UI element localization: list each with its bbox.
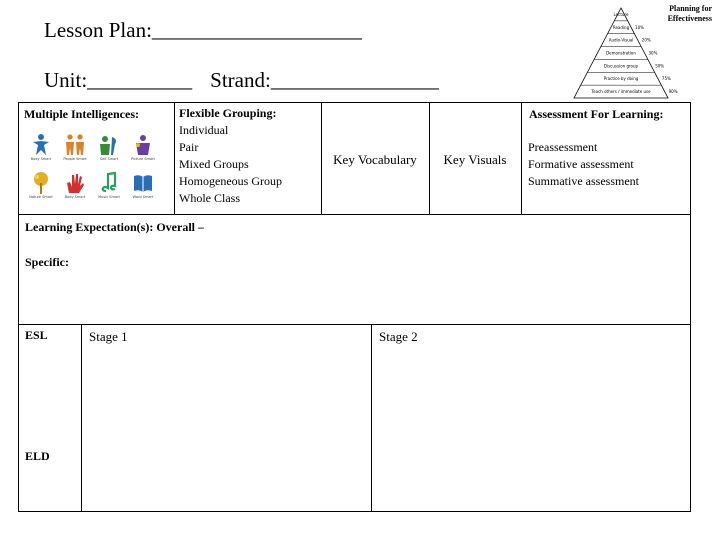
grouping-whole-class: Whole Class xyxy=(179,191,240,205)
divider xyxy=(174,102,175,215)
assessment-formative: Formative assessment xyxy=(528,157,634,171)
strand-field[interactable]: Strand:________________ xyxy=(210,68,439,92)
assessment-title: Assessment For Learning: xyxy=(529,107,664,121)
grouping-individual: Individual xyxy=(179,123,229,137)
pyramid-level-label: Teach others / immediate use xyxy=(591,89,651,95)
assessment-pre: Preassessment xyxy=(528,140,598,154)
planning-title-line1: Planning for xyxy=(669,4,712,13)
word-smart-icon: Word Smart xyxy=(128,171,158,209)
pyramid-level-label: Lecture xyxy=(613,11,629,17)
multiple-intelligences-label: Multiple Intelligences: xyxy=(24,107,139,121)
nature-smart-icon: Nature Smart xyxy=(26,171,56,209)
pyramid-level-value: 90% xyxy=(668,89,678,95)
pyramid-level-value: 30% xyxy=(648,50,658,56)
stages-box xyxy=(18,324,691,512)
pyramid-level-label: Discussion group xyxy=(603,63,639,69)
specific-label: Specific: xyxy=(25,255,69,269)
divider xyxy=(81,324,82,512)
divider xyxy=(371,324,372,512)
pyramid-level-value: 10% xyxy=(635,24,644,30)
grouping-homogeneous: Homogeneous Group xyxy=(179,174,282,188)
unit-field[interactable]: Unit:__________ xyxy=(44,68,193,92)
stage-2-label: Stage 2 xyxy=(379,329,418,344)
flexible-grouping-title: Flexible Grouping: xyxy=(179,106,277,120)
pyramid-level-label: Audio-Visual xyxy=(608,37,634,43)
key-vocabulary-label: Key Vocabulary xyxy=(333,152,417,167)
unit-strand-row xyxy=(44,68,457,93)
pyramid-level-label: Demonstration xyxy=(606,50,636,56)
esl-label: ESL xyxy=(25,328,48,342)
grouping-mixed-groups: Mixed Groups xyxy=(179,157,249,171)
stage-1-label: Stage 1 xyxy=(89,329,128,344)
assessment-list xyxy=(528,139,639,190)
key-visuals-label: Key Visuals xyxy=(443,152,507,167)
divider xyxy=(521,102,522,215)
eld-label: ELD xyxy=(25,449,50,463)
planning-title-line2: Effectiveness xyxy=(667,14,712,23)
pyramid-level-value: 50% xyxy=(655,63,665,69)
flexible-grouping-block xyxy=(179,105,282,207)
learning-expectations-label: Learning Expectation(s): Overall – xyxy=(25,220,204,234)
pyramid-level-value: 20% xyxy=(641,37,651,43)
learning-pyramid-graphic xyxy=(566,6,676,102)
assessment-summative: Summative assessment xyxy=(528,174,639,188)
pyramid-level-label: Practice by doing xyxy=(603,76,639,82)
grouping-pair: Pair xyxy=(179,140,199,154)
hand-smart-icon: Body Smart xyxy=(60,171,90,209)
body-smart-icon: Body Smart xyxy=(26,133,56,171)
multiple-intelligences-icons xyxy=(26,133,162,209)
lesson-plan-field[interactable]: Lesson Plan:____________________ xyxy=(44,18,362,42)
self-smart-icon: Self Smart xyxy=(94,133,124,171)
picture-smart-icon: Picture Smart xyxy=(128,133,158,171)
pyramid-level-value: 75% xyxy=(661,76,671,82)
pyramid-level-label: Reading xyxy=(612,24,630,30)
music-smart-icon: Music Smart xyxy=(94,171,124,209)
people-smart-icon: People Smart xyxy=(60,133,90,171)
